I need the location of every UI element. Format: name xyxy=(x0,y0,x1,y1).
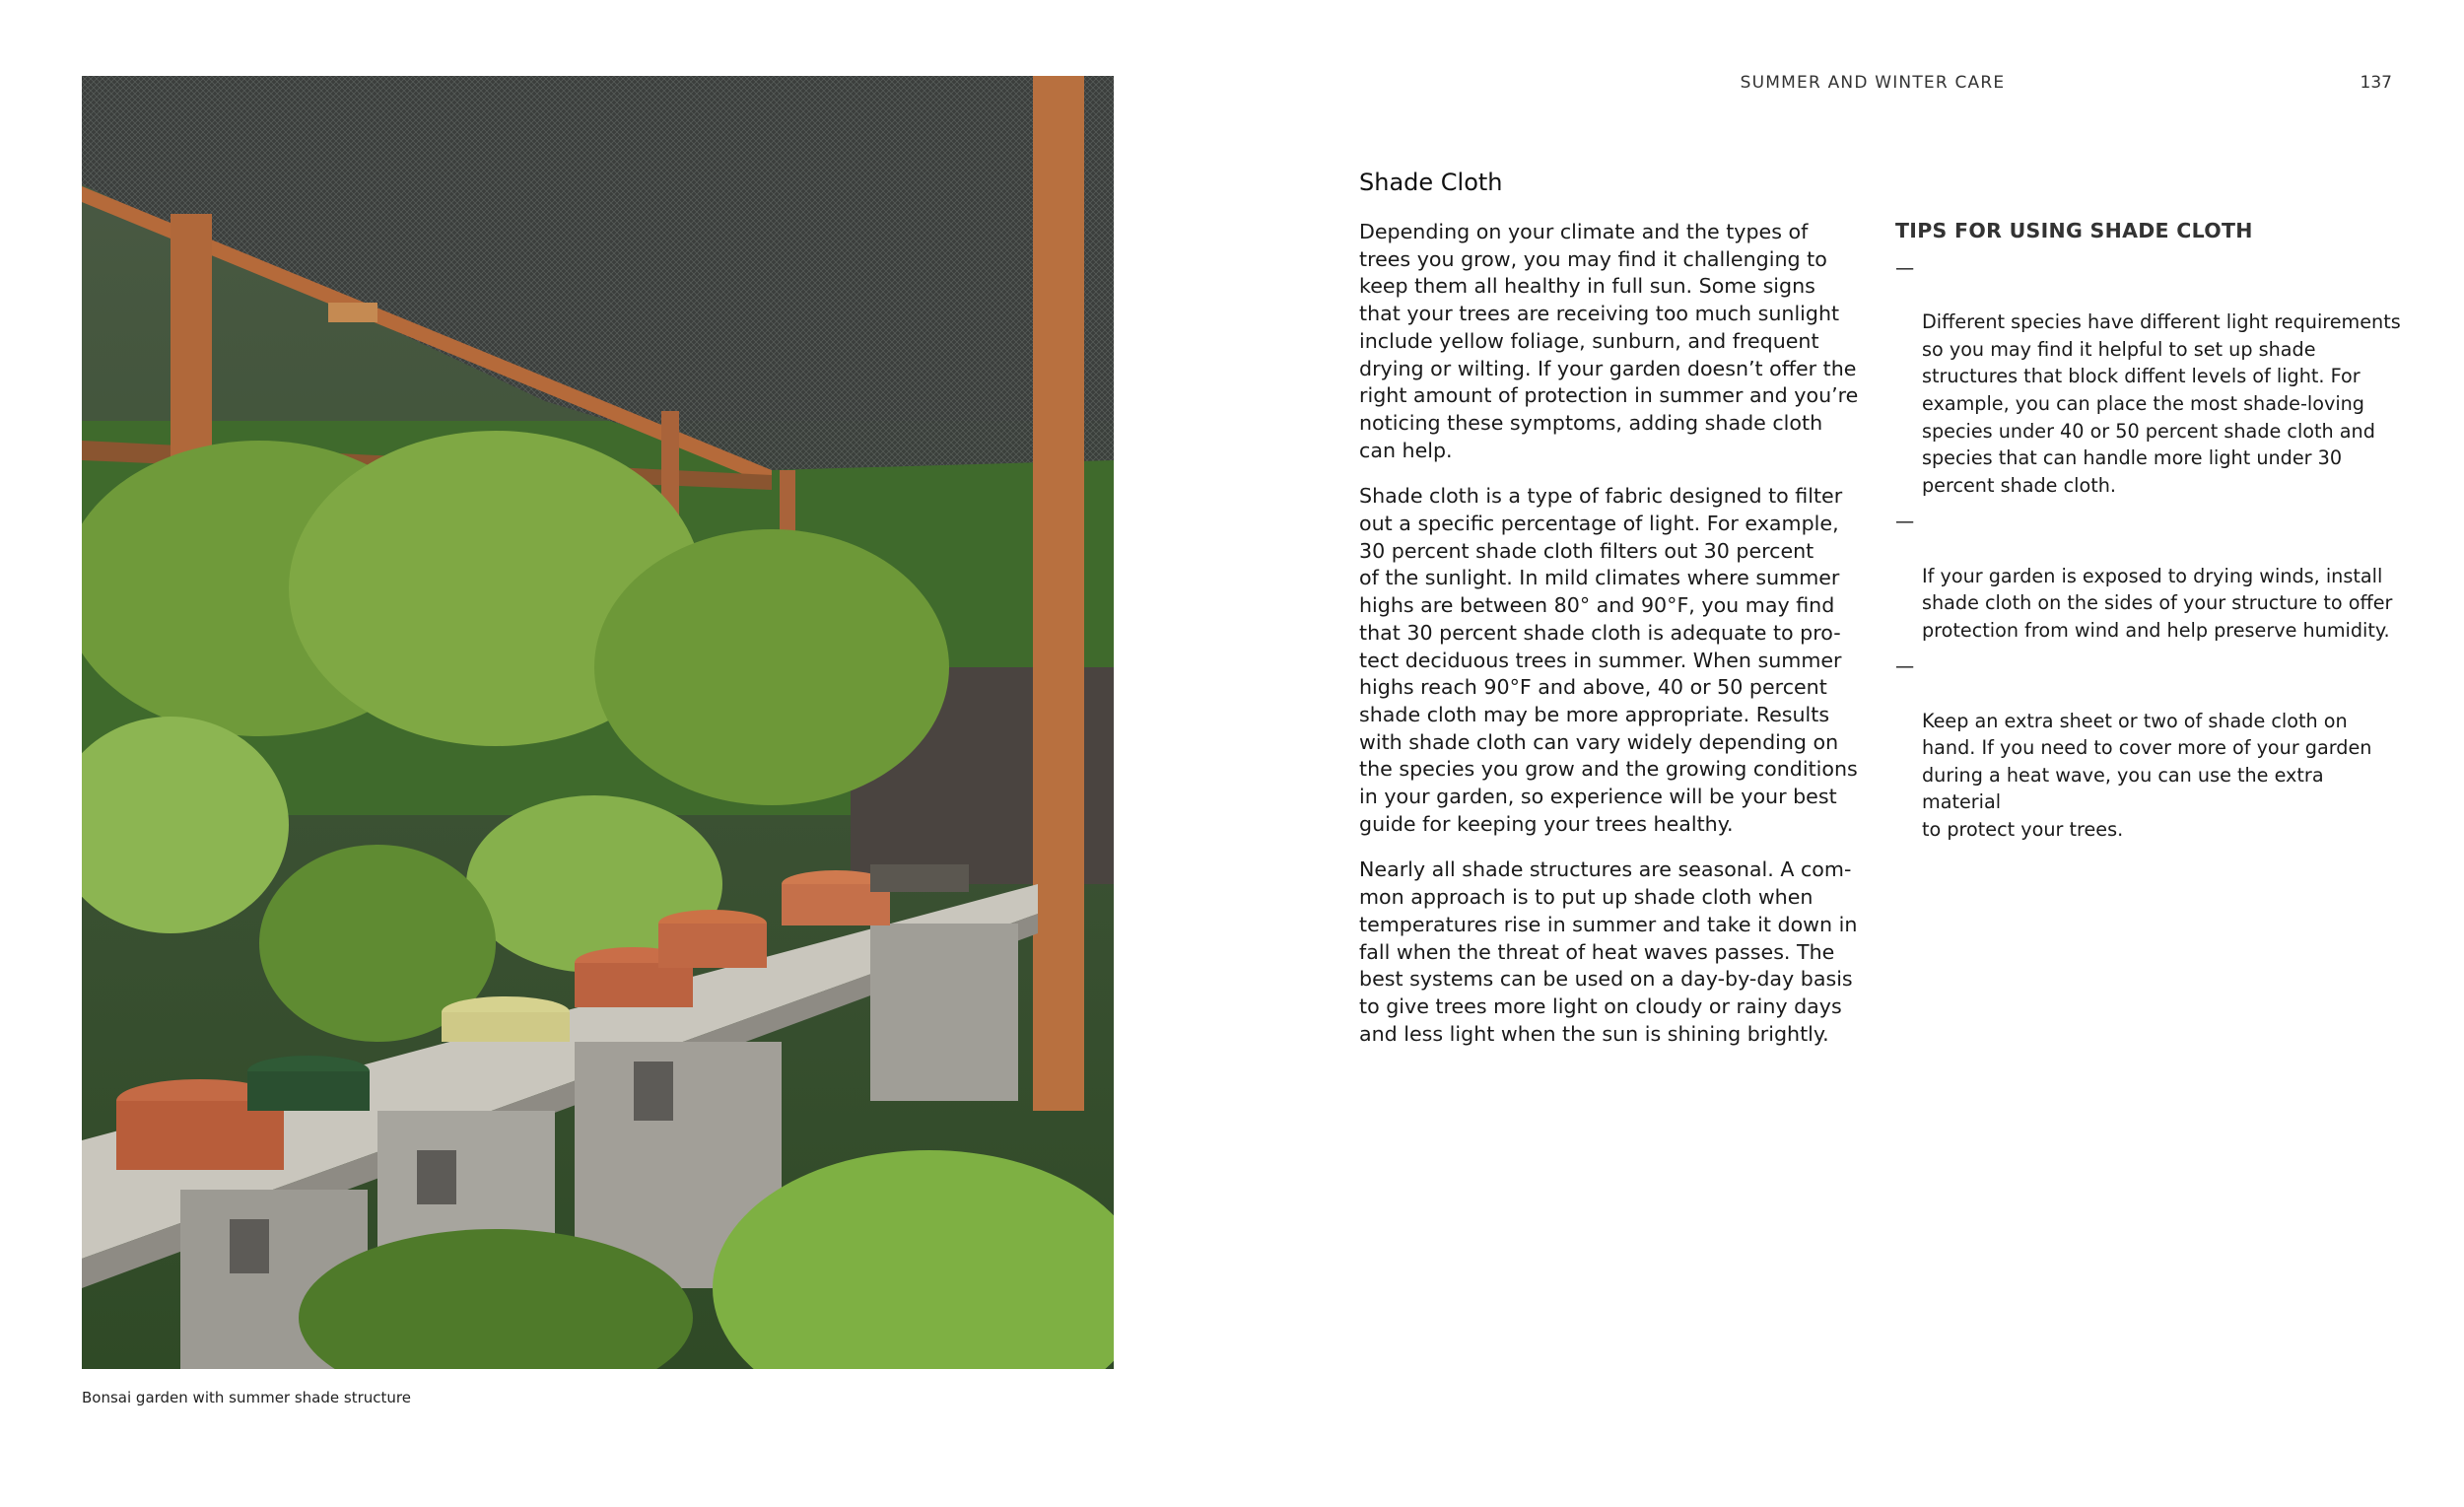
body-paragraph: Depending on your climate and the types of trees you grow, you may find it challenging to keep them all healthy in full sun. Some signs that your trees are receiving too much sunlight include yellow foliage, sunburn, and frequent drying or wilting. If your garden doesn’t offer the right amount of protection in summer and you’re noticing these symptoms, adding shade cloth can help. xyxy=(1359,220,1859,462)
tip-item xyxy=(1895,652,2408,843)
running-head: SUMMER AND WINTER CARE xyxy=(1740,73,2006,93)
body-paragraph: Shade cloth is a type of fabric designed to filter out a specific percentage of light. For example, 30 percent shade cloth filters out 30 percent of the sunlight. In mild climates where summer highs are between 80° and 90°F, you may find that 30 percent shade cloth is adequate to pro- tect deciduous trees in summer. When summer highs reach 90°F and above, 40 or 50 percent shade cloth may be more appropriate. Results with shade cloth can vary widely depending on the species you grow and the growing conditions in your garden, so experience will be your best guide for keeping your trees healthy. xyxy=(1359,484,1858,836)
bonsai-garden-photo xyxy=(82,76,1114,1369)
tip-text: Different species have different light requirements so you may find it helpful to set up shade structures that block diffent levels of light. For example, you can place the most shade-loving species under 40 or 50 percent shade cloth and species that can handle more light under 30 percent shade cloth. xyxy=(1922,310,2401,497)
tip-text: If your garden is exposed to drying winds, install shade cloth on the sides of your structure to offer protection from wind and help preserve humidity. xyxy=(1922,564,2393,642)
tip-item xyxy=(1895,254,2408,499)
em-dash-bullet: — xyxy=(1895,256,1915,279)
bonsai-garden-illustration xyxy=(82,76,1114,1369)
tips-title: TIPS FOR USING SHADE CLOTH xyxy=(1895,219,2253,242)
page-number: 137 xyxy=(2360,73,2392,93)
tip-text: Keep an extra sheet or two of shade cloth on hand. If you need to cover more of your garden during a heat wave, you can use the extra material to protect your trees. xyxy=(1922,709,2372,841)
main-column xyxy=(1359,219,1874,1066)
em-dash-bullet: — xyxy=(1895,510,1915,533)
body-paragraph: Nearly all shade structures are seasonal. A com- mon approach is to put up shade cloth when temperatures rise in summer and take it down in fall when the threat of heat waves passes. The best systems can be used on a day-by-day basis to give trees more light on cloudy or rainy days and less light when the sun is shining brightly. xyxy=(1359,857,1858,1046)
section-title: Shade Cloth xyxy=(1359,169,1503,196)
tip-item xyxy=(1895,508,2408,644)
photo-caption: Bonsai garden with summer shade structure xyxy=(82,1389,411,1406)
tips-list xyxy=(1895,254,2408,852)
em-dash-bullet: — xyxy=(1895,654,1915,678)
